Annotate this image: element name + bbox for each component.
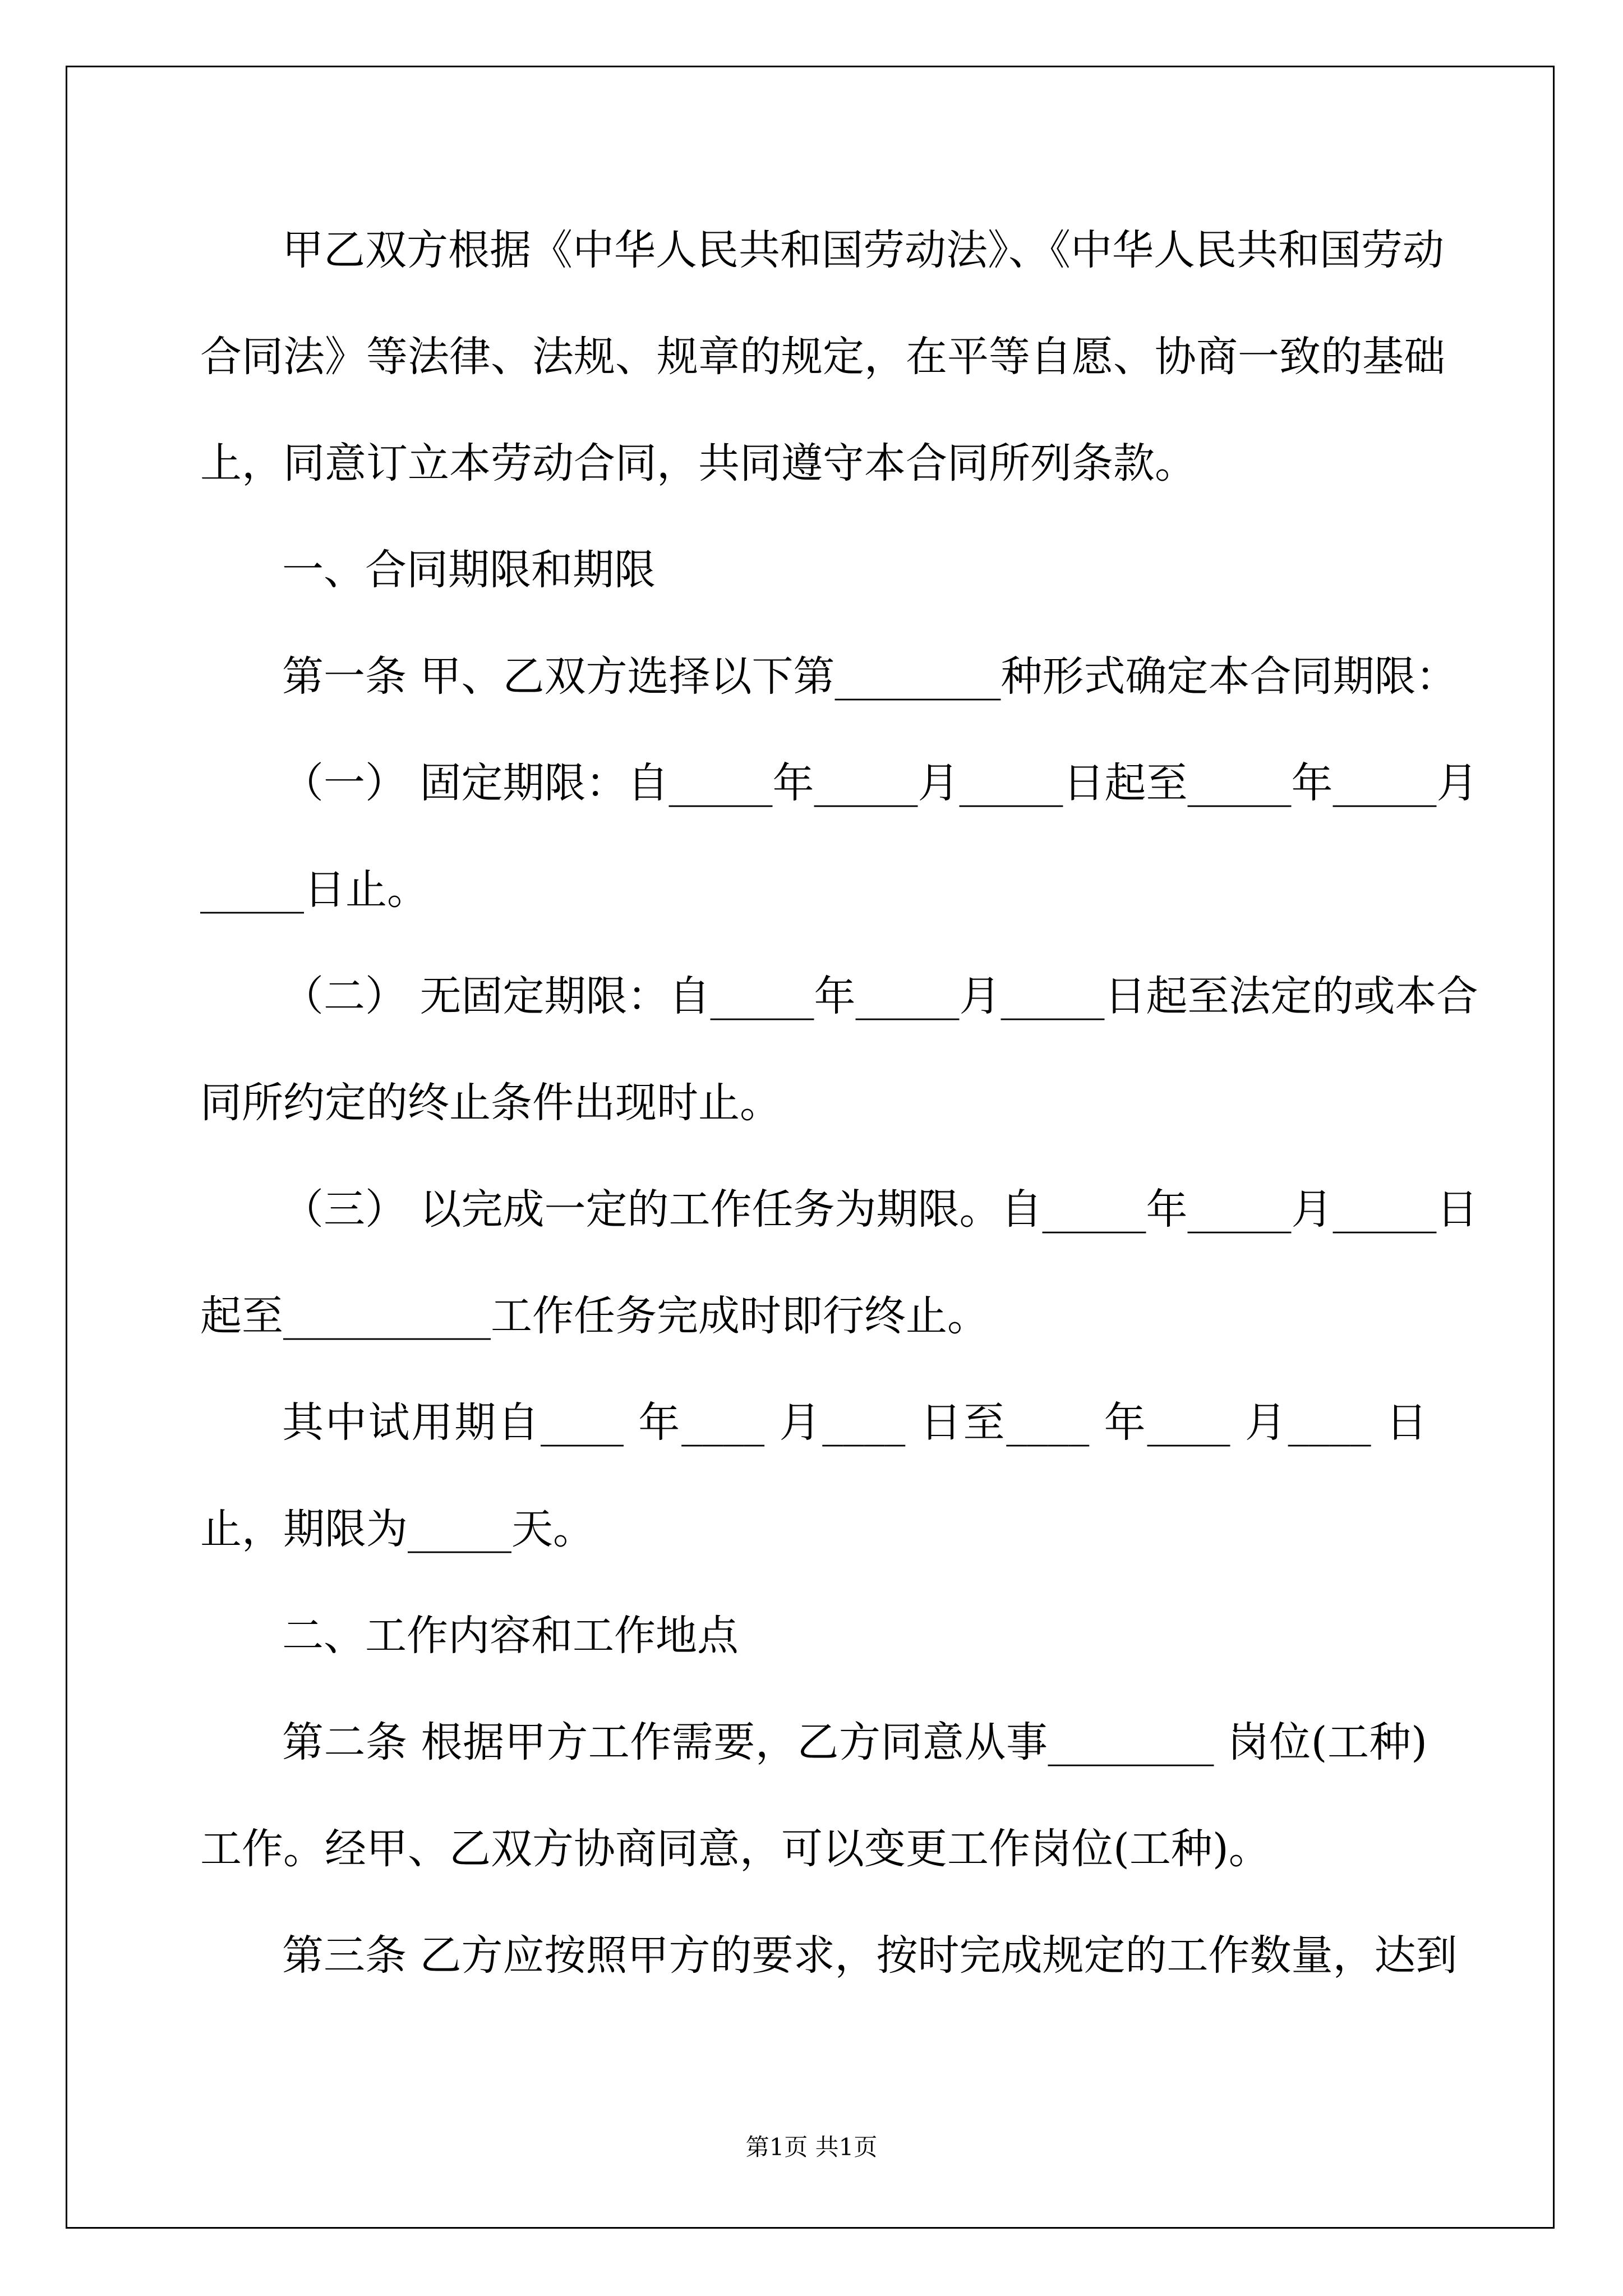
- paragraph-line: _____日止。: [200, 866, 428, 914]
- paragraph-line: （二） 无固定期限：自_____年_____月_____日起至法定的或本合: [282, 972, 1478, 1020]
- page-number-footer: 第1页 共1页: [745, 2133, 878, 2161]
- section-heading: 二、工作内容和工作地点: [282, 1612, 739, 1660]
- paragraph-line: 工作。经甲、乙双方协商同意，可以变更工作岗位(工种)。: [200, 1825, 1270, 1873]
- paragraph-line: 甲乙双方根据《中华人民共和国劳动法》、《中华人民共和国劳动: [282, 226, 1444, 274]
- paragraph-line: 第二条 根据甲方工作需要，乙方同意从事________ 岗位(工种): [282, 1718, 1427, 1766]
- paragraph-line: （三） 以完成一定的工作任务为期限。自_____年_____月_____日: [282, 1185, 1478, 1234]
- paragraph-line: 其中试用期自____ 年____ 月____ 日至____ 年____ 月____ 日: [282, 1398, 1427, 1447]
- paragraph-line: 同所约定的终止条件出现时止。: [200, 1079, 781, 1127]
- section-heading: 一、合同期限和期限: [282, 546, 656, 594]
- paragraph-line: （一） 固定期限：自_____年_____月_____日起至_____年_____月: [282, 759, 1478, 807]
- paragraph-line: 第一条 甲、乙双方选择以下第________种形式确定本合同期限：: [282, 652, 1458, 701]
- paragraph-line: 上，同意订立本劳动合同，共同遵守本合同所列条款。: [200, 439, 1196, 487]
- paragraph-line: 止，期限为_____天。: [200, 1505, 594, 1553]
- document-body: [200, 224, 1478, 2036]
- paragraph-line: 合同法》等法律、法规、规章的规定，在平等自愿、协商一致的基础: [200, 333, 1445, 381]
- paragraph-line: 第三条 乙方应按照甲方的要求，按时完成规定的工作数量，达到: [282, 1931, 1458, 1980]
- paragraph-line: 起至__________工作任务完成时即行终止。: [200, 1292, 989, 1340]
